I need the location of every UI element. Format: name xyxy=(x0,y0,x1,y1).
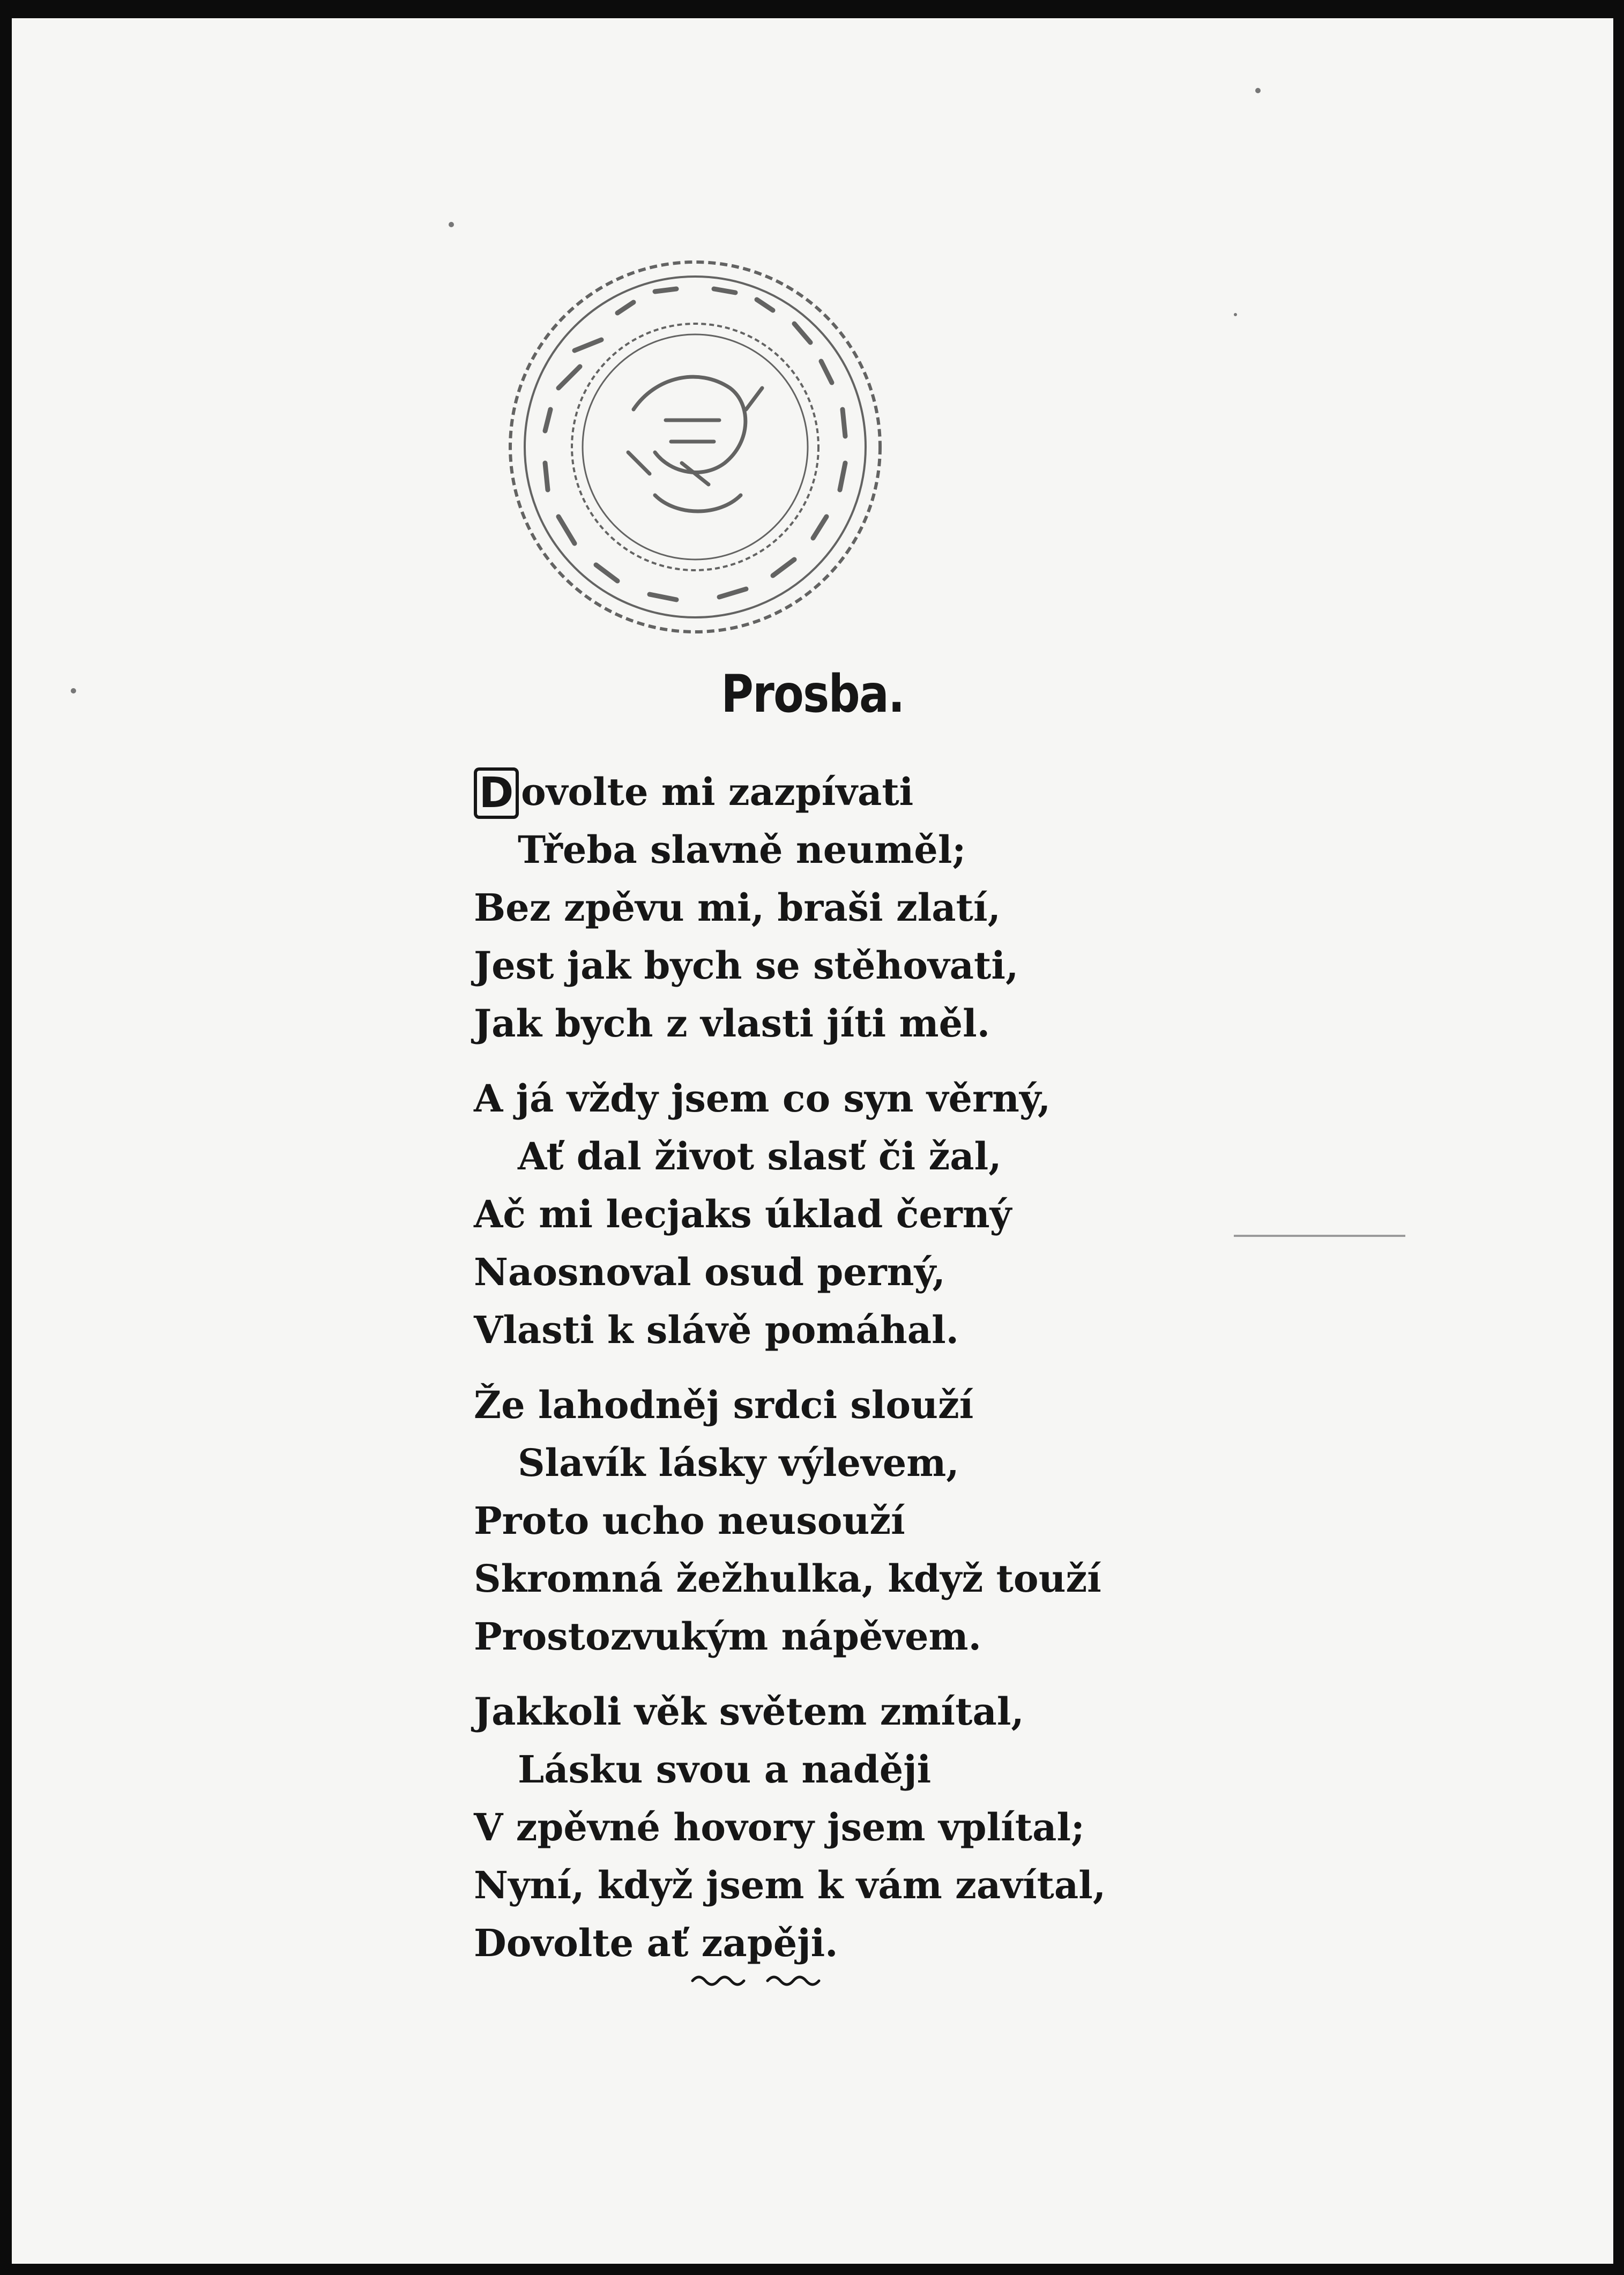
poem-line xyxy=(474,1070,1144,1128)
poem-line xyxy=(474,1550,1144,1608)
margin-pencil-mark xyxy=(1234,1235,1405,1237)
poem-line-text: Naosnoval osud perný, xyxy=(474,1250,945,1294)
poem-line xyxy=(474,1741,1144,1799)
stanza xyxy=(474,1070,1144,1359)
poem-line xyxy=(474,1683,1144,1741)
stanza xyxy=(474,763,1144,1053)
poem-line-text: Vlasti k slávě pomáhal. xyxy=(474,1308,959,1352)
poem-line-text: Dovolte ať zapěji. xyxy=(474,1921,838,1965)
poem-line xyxy=(474,995,1144,1053)
poem-line xyxy=(474,1128,1144,1185)
book-page xyxy=(12,18,1613,2264)
poem-line-text: ovolte mi zazpívati xyxy=(521,770,914,814)
paper-speck xyxy=(71,688,76,693)
poem-line-text: Nyní, když jsem k vám zavítal, xyxy=(474,1863,1106,1907)
poem-line xyxy=(474,937,1144,995)
poem-line-text: Prostozvukým nápěvem. xyxy=(474,1614,981,1659)
poem-line xyxy=(474,1914,1144,1972)
poem-line xyxy=(474,821,1144,879)
poem-line-text: Bez zpěvu mi, braši zlatí, xyxy=(474,885,1001,930)
poem-line-text: V zpěvné hovory jsem vplítal; xyxy=(474,1805,1085,1849)
paper-speck xyxy=(449,222,454,227)
drop-cap: D xyxy=(474,767,519,819)
poem-line xyxy=(474,1608,1144,1666)
poem-line xyxy=(474,763,1144,821)
poem-line-text: Že lahodněj srdci slouží xyxy=(474,1383,974,1427)
closing-ornament xyxy=(687,1969,832,1990)
paper-speck xyxy=(1255,88,1261,93)
poem-line xyxy=(474,1799,1144,1856)
poem-line xyxy=(474,1856,1144,1914)
poem-line-text: Skromná žežhulka, když touží xyxy=(474,1556,1101,1601)
stanza xyxy=(474,1683,1144,1972)
poem-line xyxy=(474,1243,1144,1301)
poem-line xyxy=(474,1301,1144,1359)
poem-line xyxy=(474,1376,1144,1434)
poem-body xyxy=(474,763,1144,1989)
poem-line-text: Třeba slavně neuměl; xyxy=(518,827,966,872)
poem-line-text: Jest jak bych se stěhovati, xyxy=(474,943,1019,988)
poem-line-text: Jak bych z vlasti jíti měl. xyxy=(474,1001,990,1046)
poem-line-text: A já vždy jsem co syn věrný, xyxy=(474,1076,1051,1121)
poem-line-text: Ač mi lecjaks úklad černý xyxy=(474,1192,1012,1236)
poem-line-text: Ať dal život slasť či žal, xyxy=(518,1134,1002,1178)
paper-speck xyxy=(1234,313,1237,316)
poem-line xyxy=(474,1185,1144,1243)
stanza xyxy=(474,1376,1144,1666)
library-stamp xyxy=(494,249,896,645)
poem-line xyxy=(474,879,1144,937)
poem-line-text: Proto ucho neusouží xyxy=(474,1498,905,1543)
poem-line xyxy=(474,1492,1144,1550)
poem-line xyxy=(474,1434,1144,1492)
poem-line-text: Slavík lásky výlevem, xyxy=(518,1441,959,1485)
poem-line-text: Lásku svou a naději xyxy=(518,1747,932,1792)
poem-title: Prosba. xyxy=(721,664,904,724)
poem-line-text: Jakkoli věk světem zmítal, xyxy=(474,1689,1024,1734)
